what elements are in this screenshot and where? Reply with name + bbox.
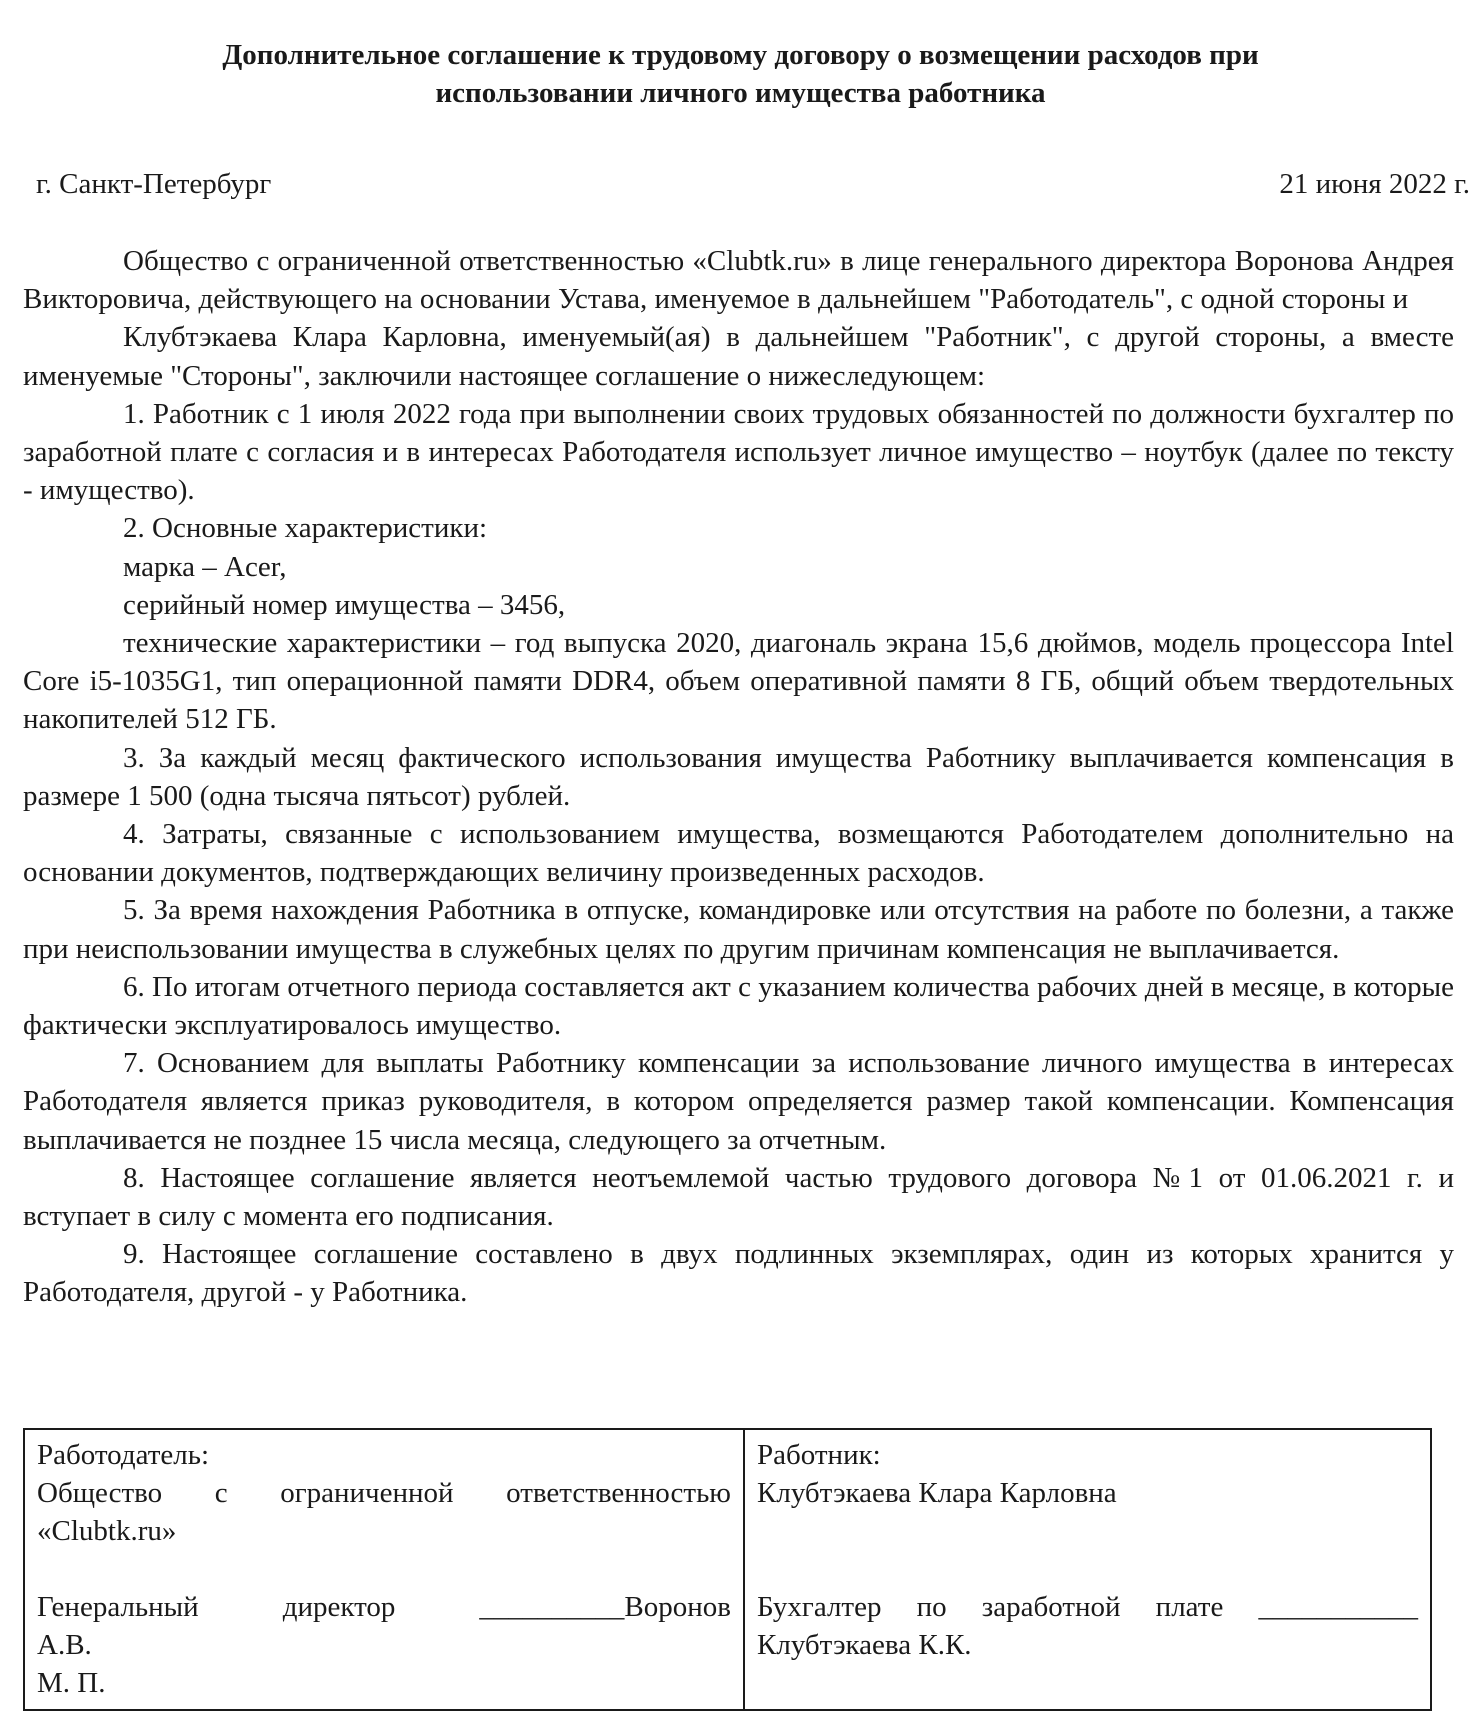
employee-position-line (757, 1588, 1418, 1626)
employer-heading: Работодатель: (37, 1439, 210, 1471)
employer-org-name: «Clubtk.ru» (37, 1515, 177, 1547)
clause-2-specs: технические характеристики – год выпуска 2020, диагональ экрана 15,6 дюймов, модель процессора Intel Core i5-1035G1, тип операционной памяти DDR4, объем оперативной памяти 8 ГБ, общий объем твердотельных накопителей 512 ГБ. (23, 627, 1454, 736)
employee-signature-line: ___________ (1258, 1591, 1418, 1623)
employer-org-line (37, 1474, 731, 1512)
employee-position-word: заработной (981, 1591, 1121, 1623)
title-line-1: Дополнительное соглашение к трудовому договору о возмещении расходов при (222, 39, 1259, 71)
clause-2: 2. Основные характеристики: (123, 512, 488, 545)
employee-heading: Работник: (757, 1439, 881, 1471)
employee-name: Клубтэкаева Клара Карловна (757, 1477, 1117, 1509)
document-title (60, 36, 1421, 112)
clause-3: 3. За каждый месяц фактического использования имущества Работнику выплачивается компенсация в размере 1 500 (одна тысяча пятьсот) рублей. (23, 741, 1454, 812)
clause-7: 7. Основанием для выплаты Работнику компенсации за использование личного имущества в интересах Работодателя является приказ руководителя, в котором определяется размер такой компенсации. Компенсация выплачивается не позднее 15 числа месяца, следующего за отчетным. (23, 1047, 1454, 1156)
employer-position-word: Генеральный (37, 1591, 199, 1623)
clause-6: 6. По итогам отчетного периода составляется акт с указанием количества рабочих дней в месяце, в которые фактически эксплуатировалось имущество. (23, 970, 1454, 1042)
employee-short-name: Клубтэкаева К.К. (757, 1629, 972, 1661)
paragraph-parties-employer: Общество с ограниченной ответственностью «Clubtk.ru» в лице генерального директора Воронова Андрея Викторовича, действующего на основании Устава, именуемое в дальнейшем "Работодатель", с одной стороны и (23, 245, 1454, 316)
clause-2-brand: марка – Acer, (123, 550, 287, 583)
employer-org-word: ограниченной (280, 1477, 454, 1509)
clause-5: 5. За время нахождения Работника в отпуске, командировке или отсутствия на работе по болезни, а также при неиспользовании имущества в служебных целях по другим причинам компенсация не выплачивается. (23, 894, 1454, 965)
employer-org-word: с (214, 1477, 228, 1509)
employer-position-line (37, 1588, 731, 1626)
employer-signature-block (25, 1430, 745, 1709)
paragraph-parties-employee: Клубтэкаева Клара Карловна, именуемый(ая) в дальнейшем "Работник", с другой стороны, а вместе именуемые "Стороны", заключили настоящее соглашение о нижеследующем: (23, 321, 1454, 392)
signature-table (23, 1428, 1432, 1711)
document-date: 21 июня 2022 г. (1279, 168, 1470, 200)
document-place: г. Санкт-Петербург (36, 168, 272, 200)
employee-signature-block (745, 1430, 1430, 1709)
employer-signature-line: __________Воронов (479, 1591, 731, 1623)
clause-2-serial: серийный номер имущества – 3456, (123, 588, 566, 621)
clause-4: 4. Затраты, связанные с использованием имущества, возмещаются Работодателем дополнительно на основании документов, подтверждающих величину произведенных расходов. (23, 818, 1454, 889)
employer-position-word: директор (282, 1591, 396, 1623)
employer-org-word: Общество (37, 1477, 163, 1509)
employer-org-word: ответственностью (506, 1477, 731, 1509)
title-line-2: использовании личного имущества работника (435, 77, 1046, 109)
agreement-body (23, 242, 1454, 1312)
employee-position-word: Бухгалтер (757, 1591, 882, 1623)
employer-initials: А.В. (37, 1629, 92, 1661)
clause-1: 1. Работник с 1 июля 2022 года при выполнении своих трудовых обязанностей по должности бухгалтер по заработной плате с согласия и в интересах Работодателя использует личное имущество – ноутбук (далее по тексту - имущество). (23, 397, 1454, 507)
clause-9: 9. Настоящее соглашение составлено в двух подлинных экземплярах, один из которых хранится у Работодателя, другой - у Работника. (23, 1238, 1454, 1309)
employee-position-word: по (916, 1591, 947, 1623)
employer-seal-mark: М. П. (37, 1667, 106, 1699)
employee-position-word: плате (1155, 1591, 1224, 1623)
clause-8: 8. Настоящее соглашение является неотъемлемой частью трудового договора №1 от 01.06.2021 г. и вступает в силу с момента его подписания. (23, 1161, 1454, 1233)
